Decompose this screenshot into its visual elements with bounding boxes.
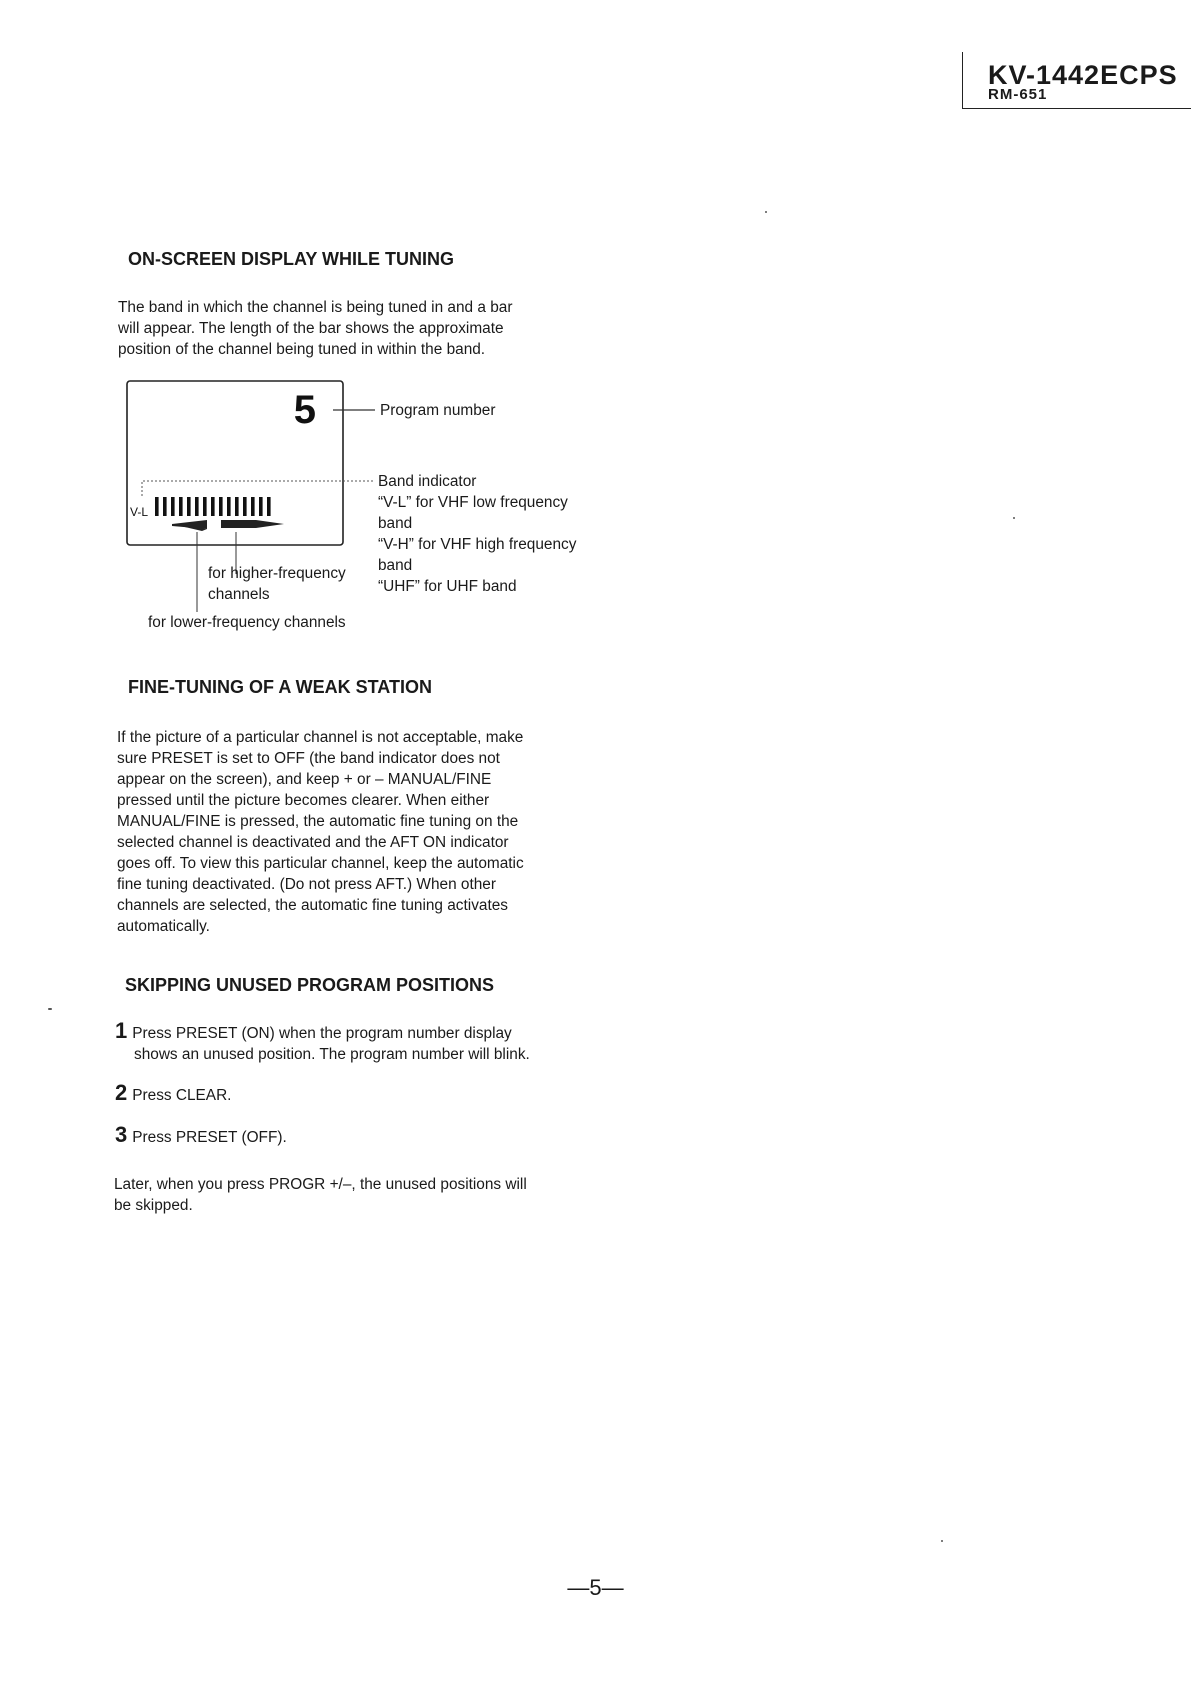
higher-label-line: for higher-frequency [208, 565, 346, 582]
page-number: —5— [567, 1575, 624, 1600]
tuning-bar-segment [219, 497, 223, 516]
section-title-onscreen-display: ON-SCREEN DISPLAY WHILE TUNING [128, 249, 455, 269]
label-band-indicator-block [378, 471, 576, 576]
body-line: automatically. [117, 918, 210, 935]
tuning-bar [155, 497, 271, 516]
tuning-bar-segment [267, 497, 271, 516]
tuning-bar-segment [251, 497, 255, 516]
tuning-bar-segment [227, 497, 231, 516]
step-text: Press PRESET (OFF). [132, 1129, 287, 1146]
intro-line: will appear. The length of the bar shows the approximate [118, 320, 504, 337]
label-higher-frequency [208, 563, 346, 605]
body-line: fine tuning deactivated. (Do not press AFT.) When other [117, 876, 496, 893]
body-line: sure PRESET is set to OFF (the band indicator does not [117, 750, 500, 767]
tuning-bar-segment [235, 497, 239, 516]
tuning-bar-segment [195, 497, 199, 516]
scan-speck [1013, 517, 1015, 519]
tuning-bar-segment [211, 497, 215, 516]
label-lower-frequency: for lower-frequency channels [148, 614, 346, 631]
note-line: be skipped. [114, 1197, 193, 1214]
label-program-number: Program number [380, 402, 496, 419]
body-line: channels are selected, the automatic fine tuning activates [117, 897, 508, 914]
body-line: If the picture of a particular channel is not acceptable, make [117, 729, 524, 746]
remote-number: RM-651 [988, 86, 1048, 103]
section-title-fine-tuning: FINE-TUNING OF A WEAK STATION [128, 677, 432, 697]
intro-line: position of the channel being tuned in within the band. [118, 341, 486, 358]
tuning-bar-segment [259, 497, 263, 516]
body-line: selected channel is deactivated and the AFT ON indicator [117, 834, 509, 851]
skip-note-paragraph [114, 1174, 527, 1216]
intro-line: The band in which the channel is being tuned in and a bar [118, 299, 513, 316]
fine-tuning-paragraph [117, 727, 524, 937]
note-line: Later, when you press PROGR +/–, the unused positions will [114, 1176, 527, 1193]
tuning-bar-segment [243, 497, 247, 516]
tuning-bar-segment [163, 497, 167, 516]
step-text: Press PRESET (ON) when the program number display [132, 1025, 512, 1042]
tuning-display-diagram [0, 0, 1191, 700]
step-number: 2 [115, 1080, 128, 1105]
band-label-line: “V-H” for VHF high frequency [378, 536, 577, 553]
higher-label-line: channels [208, 586, 270, 603]
step-2 [115, 1082, 231, 1106]
band-label-line: band [378, 515, 413, 532]
scan-speck [48, 1008, 52, 1010]
tuning-bar-segment [171, 497, 175, 516]
step-number: 3 [115, 1122, 128, 1147]
body-line: goes off. To view this particular channel, keep the automatic [117, 855, 524, 872]
program-number-display: 5 [293, 388, 316, 432]
body-line: MANUAL/FINE is pressed, the automatic fine tuning on the [117, 813, 519, 830]
band-indicator-bracket [142, 481, 375, 496]
step-1 [115, 1020, 530, 1065]
step-text: Press CLEAR. [132, 1087, 232, 1104]
model-number: KV-1442ECPS [988, 60, 1178, 90]
body-line: pressed until the picture becomes clearer. When either [117, 792, 490, 809]
tuning-bar-segment [187, 497, 191, 516]
band-text-display: V-L [130, 505, 149, 519]
body-line: appear on the screen), and keep + or – MANUAL/FINE [117, 771, 492, 788]
section-title-skipping: SKIPPING UNUSED PROGRAM POSITIONS [125, 975, 495, 995]
tuning-bar-segment [203, 497, 207, 516]
step-number: 1 [115, 1018, 128, 1043]
tuning-bar-segment [179, 497, 183, 516]
step-3 [115, 1124, 287, 1148]
tuning-bar-segment [155, 497, 159, 516]
scan-speck [941, 1540, 943, 1542]
scan-speck [765, 211, 767, 213]
band-label-line: Band indicator [378, 473, 477, 490]
band-label-line: band [378, 557, 413, 574]
step-text-continued: shows an unused position. The program number will blink. [134, 1046, 530, 1063]
label-uhf-band: “UHF” for UHF band [378, 578, 517, 595]
right-arrow-icon [221, 520, 284, 528]
band-label-line: “V-L” for VHF low frequency [378, 494, 568, 511]
